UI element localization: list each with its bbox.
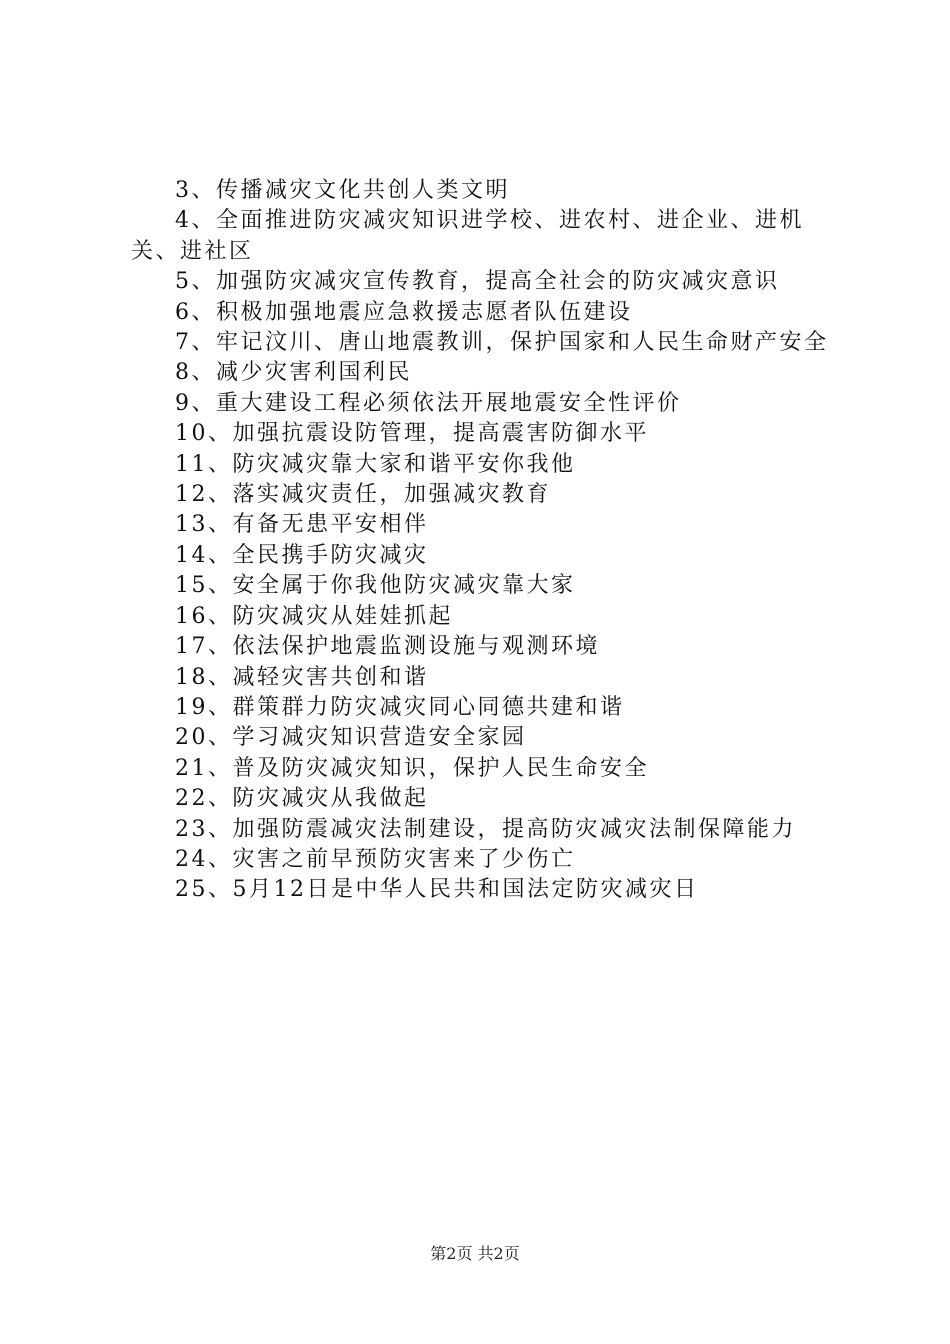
list-item: 18、减轻灾害共创和谐 <box>175 664 429 690</box>
list-item: 24、灾害之前早预防灾害来了少伤亡 <box>175 846 576 872</box>
list-item: 23、加强防震减灾法制建设，提高防灾减灾法制保障能力 <box>175 816 796 842</box>
list-item: 16、防灾减灾从娃娃抓起 <box>175 603 453 629</box>
list-item: 11、防灾减灾靠大家和谐平安你我他 <box>175 451 576 477</box>
list-item: 7、牢记汶川、唐山地震教训，保护国家和人民生命财产安全 <box>175 330 829 356</box>
slogan-list <box>131 176 831 906</box>
list-item: 22、防灾减灾从我做起 <box>175 786 429 812</box>
list-item: 5、加强防灾减灾宣传教育，提高全社会的防灾减灾意识 <box>175 269 780 295</box>
list-item: 14、全民携手防灾减灾 <box>175 542 429 568</box>
list-item: 12、落实减灾责任，加强减灾教育 <box>175 482 551 508</box>
list-item: 9、重大建设工程必须依法开展地震安全性评价 <box>175 390 682 416</box>
list-item: 8、减少灾害利国利民 <box>175 360 412 386</box>
list-item: 3、传播减灾文化共创人类文明 <box>175 178 510 203</box>
list-item: 13、有备无患平安相伴 <box>175 512 429 538</box>
list-item: 21、普及防灾减灾知识，保护人民生命安全 <box>175 755 649 781</box>
list-item: 6、积极加强地震应急救援志愿者队伍建设 <box>175 299 633 325</box>
list-item: 10、加强抗震设防管理，提高震害防御水平 <box>175 421 649 447</box>
page-footer: 第2页 共2页 <box>430 1244 520 1263</box>
list-item: 20、学习减灾知识营造安全家园 <box>175 725 527 751</box>
list-item: 17、依法保护地震监测设施与观测环境 <box>175 634 600 660</box>
list-item: 15、安全属于你我他防灾减灾靠大家 <box>175 573 576 599</box>
list-item: 25、5月12日是中华人民共和国法定防灾减灾日 <box>175 877 699 903</box>
list-item: 19、群策群力防灾减灾同心同德共建和谐 <box>175 694 625 720</box>
list-item: 4、全面推进防灾减灾知识进学校、进农村、进企业、进机关、进社区 <box>131 208 804 264</box>
